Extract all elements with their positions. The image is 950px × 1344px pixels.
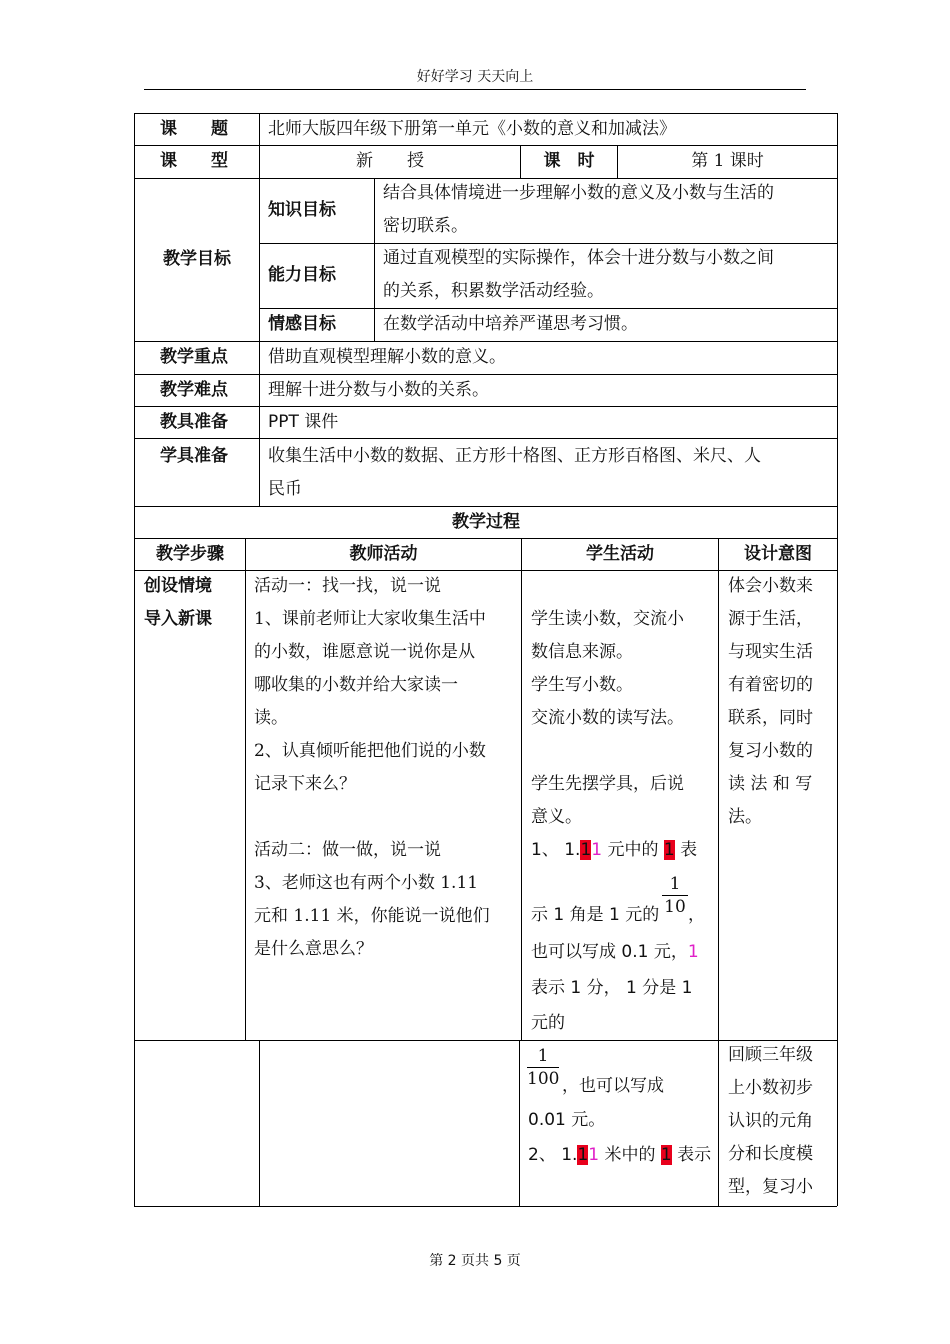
- fraction-denominator: 10: [664, 897, 686, 917]
- student-tools-line1: 收集生活中小数的数据、正方形十格图、正方形百格图、米尺、人: [268, 446, 761, 466]
- knowledge-line2: 密切联系。: [383, 216, 468, 236]
- col-step: 教学步骤: [156, 544, 224, 564]
- hours-value: 第 1 课时: [691, 151, 764, 171]
- process-title: 教学过程: [452, 512, 520, 532]
- page-header: 好好学习 天天向上: [416, 69, 534, 85]
- student-line: 学生先摆学具，后说: [531, 774, 684, 794]
- highlight-digit: 1: [577, 1145, 589, 1165]
- fraction-numerator: 1: [669, 874, 681, 894]
- rule: [519, 1040, 520, 1206]
- rule: [134, 1040, 837, 1041]
- goals-label: 教学目标: [163, 249, 231, 269]
- rule: [134, 438, 837, 439]
- type-label: 课 型: [160, 151, 228, 171]
- pink-digit: 1: [591, 840, 603, 860]
- rule: [134, 341, 837, 342]
- page-footer: 第 2 页共 5 页: [429, 1253, 521, 1269]
- key-label: 教学重点: [160, 347, 228, 367]
- s4-text: 表示 1 分， 1 分是 1: [531, 978, 693, 998]
- cont-s3-mid: 米中的: [599, 1145, 661, 1165]
- design-line: 有着密切的: [728, 675, 813, 695]
- rule: [134, 570, 837, 571]
- rule: [837, 113, 838, 1206]
- s3-text: 也可以写成 0.1 元，: [531, 942, 688, 962]
- rule: [259, 308, 837, 309]
- rule: [134, 506, 837, 507]
- rule: [521, 538, 522, 1040]
- design-line: 法。: [728, 807, 762, 827]
- knowledge-line1: 结合具体情境进一步理解小数的意义及小数与生活的: [383, 183, 774, 203]
- rule: [134, 538, 837, 539]
- s2-comma: ，: [688, 905, 705, 925]
- cont-design-line: 上小数初步: [728, 1078, 813, 1098]
- design-line: 读 法 和 写: [728, 774, 813, 794]
- teacher-line: 记录下来么？: [254, 774, 356, 794]
- rule: [134, 374, 837, 375]
- highlight-digit: 1: [580, 840, 592, 860]
- rule: [134, 113, 837, 114]
- s5-text: 元的: [531, 1013, 565, 1033]
- tools-value: PPT 课件: [268, 412, 339, 432]
- cont-s3-line: [528, 1145, 711, 1165]
- topic-value: 北师大版四年级下册第一单元《小数的意义和加减法》: [268, 119, 676, 139]
- ability-line1: 通过直观模型的实际操作，体会十进分数与小数之间: [383, 248, 774, 268]
- type-value: 新 授: [356, 151, 424, 171]
- fraction-numerator: 1: [537, 1046, 549, 1066]
- fraction-one-hundredth: [527, 1046, 559, 1089]
- rule: [718, 538, 719, 1040]
- student-tools-label: 学具准备: [160, 446, 228, 466]
- design-line: 源于生活，: [728, 609, 813, 629]
- s2-text: 示 1 角是 1 元的: [531, 905, 660, 925]
- student-line: 数信息来源。: [531, 642, 633, 662]
- step-line2: 导入新课: [144, 609, 212, 629]
- teacher-line: 读。: [254, 708, 288, 728]
- col-teacher: 教师活动: [349, 544, 418, 564]
- teacher-line: 的小数，谁愿意说一说你是从: [254, 642, 475, 662]
- cont-s3-prefix: 2、 1.: [528, 1145, 578, 1165]
- highlight-digit: 1: [663, 840, 675, 860]
- design-line: 体会小数来: [728, 576, 813, 596]
- cont-s2: 0.01 元。: [528, 1110, 606, 1130]
- pink-digit: 1: [588, 1145, 600, 1165]
- teacher-line: 1、课前老师让大家收集生活中: [254, 609, 486, 629]
- teacher-line: 元和 1.11 米，你能说一说他们: [254, 906, 490, 926]
- pink-digit: 1: [687, 942, 699, 962]
- hours-label: 课 时: [543, 151, 595, 171]
- highlight-digit: 1: [660, 1145, 672, 1165]
- rule: [134, 406, 837, 407]
- student-line-decimal: [531, 840, 697, 860]
- tools-label: 教具准备: [160, 412, 228, 432]
- cont-s3-suffix: 表示: [671, 1145, 712, 1165]
- design-line: 与现实生活: [728, 642, 813, 662]
- student-line: 学生写小数。: [531, 675, 633, 695]
- cont-s1: ，也可以写成: [562, 1076, 664, 1096]
- ability-label: 能力目标: [268, 265, 336, 285]
- s1-suffix: 表: [674, 840, 698, 860]
- step-line1: 创设情境: [144, 576, 212, 596]
- difficulty-value: 理解十进分数与小数的关系。: [268, 380, 489, 400]
- rule: [245, 538, 246, 1040]
- topic-label: 课 题: [160, 119, 228, 139]
- teacher-line: 是什么意思么？: [254, 939, 373, 959]
- design-line: 联系，同时: [728, 708, 813, 728]
- s3-line: [531, 942, 699, 962]
- cont-design-line: 分和长度模: [728, 1144, 813, 1164]
- teacher-line: 活动一：找一找，说一说: [254, 576, 441, 596]
- emotion-value: 在数学活动中培养严谨思考习惯。: [383, 314, 638, 334]
- rule: [134, 145, 837, 146]
- cont-design-line: 型，复习小: [728, 1177, 813, 1197]
- student-tools-line2: 民币: [268, 479, 302, 499]
- teacher-line: 活动二：做一做，说一说: [254, 840, 441, 860]
- key-value: 借助直观模型理解小数的意义。: [268, 347, 506, 367]
- design-line: 复习小数的: [728, 741, 813, 761]
- rule: [259, 113, 260, 506]
- header-divider: [144, 89, 806, 90]
- rule: [259, 243, 837, 244]
- rule: [134, 1206, 837, 1207]
- cont-design-line: 认识的元角: [728, 1111, 813, 1131]
- fraction-one-tenth: [662, 874, 688, 917]
- rule: [259, 1040, 260, 1206]
- teacher-line: 3、老师这也有两个小数 1.11: [254, 873, 479, 893]
- rule: [374, 178, 375, 341]
- fraction-bar: [662, 895, 688, 896]
- student-line: 交流小数的读写法。: [531, 708, 684, 728]
- rule: [134, 178, 837, 179]
- teacher-line: 2、认真倾听能把他们说的小数: [254, 741, 486, 761]
- teacher-line: 哪收集的小数并给大家读一: [254, 675, 458, 695]
- student-line: 学生读小数，交流小: [531, 609, 684, 629]
- rule: [134, 113, 135, 1206]
- student-line: 意义。: [531, 807, 582, 827]
- fraction-bar: [527, 1067, 559, 1068]
- s1-prefix: 1、 1.: [531, 840, 581, 860]
- rule: [718, 1040, 719, 1206]
- cont-design-line: 回顾三年级: [728, 1045, 813, 1065]
- col-student: 学生活动: [586, 544, 654, 564]
- knowledge-label: 知识目标: [268, 200, 336, 220]
- difficulty-label: 教学难点: [160, 380, 228, 400]
- fraction-denominator: 100: [527, 1069, 560, 1089]
- ability-line2: 的关系，积累数学活动经验。: [383, 281, 604, 301]
- emotion-label: 情感目标: [268, 314, 336, 334]
- s1-mid: 元中的: [602, 840, 664, 860]
- col-design: 设计意图: [744, 544, 812, 564]
